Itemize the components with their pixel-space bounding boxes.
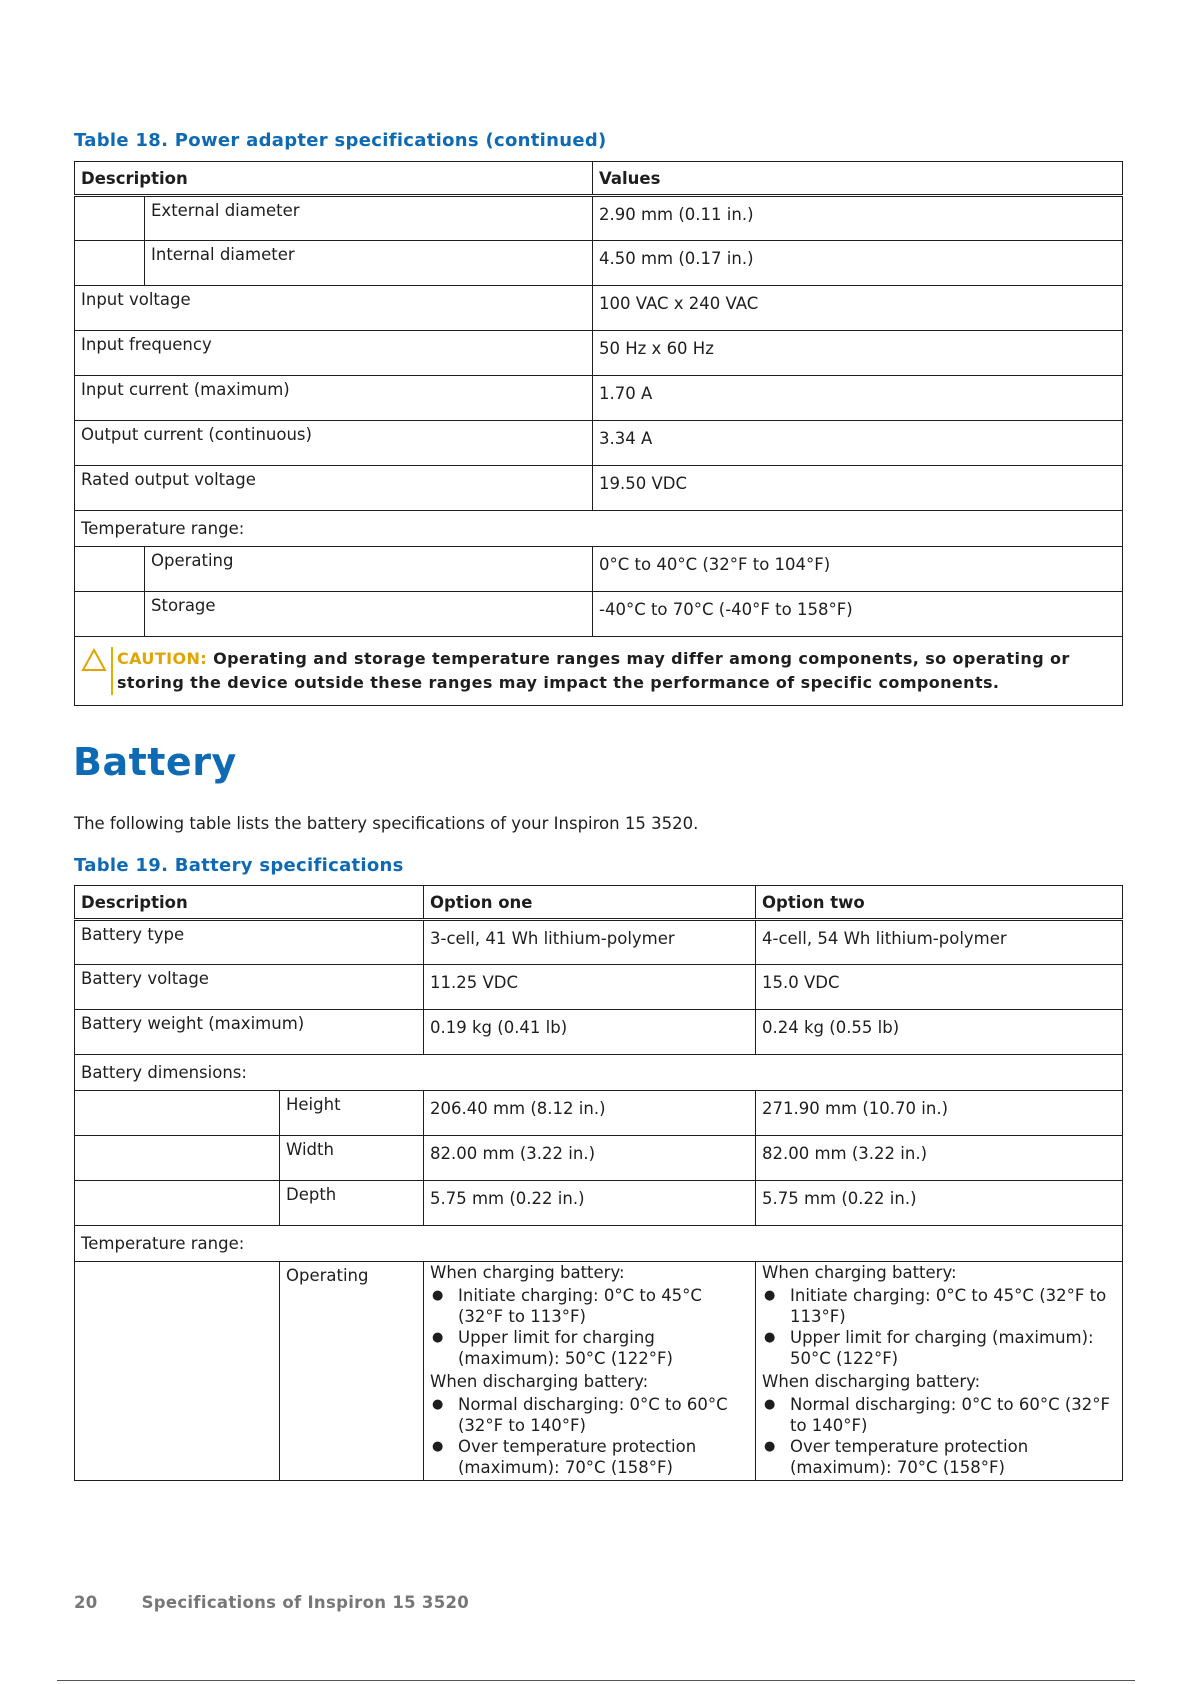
list-item: ● Initiate charging: 0°C to 45°C (32°F to 113°F) <box>430 1285 749 1327</box>
table-row <box>75 1262 1123 1481</box>
charging-list <box>762 1285 1116 1369</box>
header-option-two: Option two <box>756 886 1123 920</box>
table-row <box>75 1226 1123 1262</box>
row-label: Width <box>286 1140 334 1159</box>
row-value: 4.50 mm (0.17 in.) <box>599 249 754 268</box>
charging-heading: When charging battery: <box>762 1263 957 1282</box>
discharging-heading: When discharging battery: <box>762 1372 981 1391</box>
row-label: Battery dimensions: <box>75 1055 1123 1091</box>
page-footer <box>74 1593 469 1612</box>
option-one-value: 11.25 VDC <box>430 973 518 992</box>
table-row <box>75 511 1123 547</box>
table-row <box>75 920 1123 965</box>
table-row <box>75 1181 1123 1226</box>
table-18-caption: Table 18. Power adapter specifications (continued) <box>74 130 607 151</box>
indent-cell <box>75 1136 280 1181</box>
row-value: 0°C to 40°C (32°F to 104°F) <box>599 555 831 574</box>
table-row <box>75 421 1123 466</box>
row-label: Input current (maximum) <box>81 380 290 399</box>
row-value: 3.34 A <box>599 429 653 448</box>
caution-label: CAUTION: <box>117 649 208 668</box>
list-item: ● Initiate charging: 0°C to 45°C (32°F to 113°F) <box>762 1285 1116 1327</box>
list-item: ● Normal discharging: 0°C to 60°C (32°F to 140°F) <box>430 1394 749 1436</box>
discharging-list <box>430 1394 749 1478</box>
option-two-value: 0.24 kg (0.55 lb) <box>762 1018 900 1037</box>
row-label: Battery voltage <box>81 969 209 988</box>
discharging-list <box>762 1394 1116 1478</box>
table-row <box>75 1136 1123 1181</box>
caution-row <box>75 637 1123 706</box>
row-label: Rated output voltage <box>81 470 256 489</box>
row-label: Temperature range: <box>75 511 1123 547</box>
row-label: Battery type <box>81 925 185 944</box>
table-row <box>75 1010 1123 1055</box>
list-item: ● Upper limit for charging (maximum): 50°C (122°F) <box>430 1327 749 1369</box>
table-row <box>75 592 1123 637</box>
caution-note <box>75 637 1123 706</box>
table-row <box>75 965 1123 1010</box>
row-label: Operating <box>151 551 234 570</box>
indent-cell <box>75 196 145 241</box>
table-row <box>75 466 1123 511</box>
option-one-value: 5.75 mm (0.22 in.) <box>430 1189 585 1208</box>
list-item: ● Over temperature protection (maximum): 70°C (158°F) <box>430 1436 749 1478</box>
list-item: ● Normal discharging: 0°C to 60°C (32°F to 140°F) <box>762 1394 1116 1436</box>
row-label: Input voltage <box>81 290 191 309</box>
row-label: Internal diameter <box>151 245 295 264</box>
list-item: ● Over temperature protection (maximum): 70°C (158°F) <box>762 1436 1116 1478</box>
table-row <box>75 286 1123 331</box>
table-header-row <box>75 886 1123 920</box>
row-label: Input frequency <box>81 335 212 354</box>
table-row <box>75 241 1123 286</box>
warning-triangle-icon <box>81 647 111 676</box>
option-two-value: 271.90 mm (10.70 in.) <box>762 1099 949 1118</box>
option-one-value: 0.19 kg (0.41 lb) <box>430 1018 568 1037</box>
option-two-value: 5.75 mm (0.22 in.) <box>762 1189 917 1208</box>
table-19-caption: Table 19. Battery specifications <box>74 855 404 876</box>
battery-table <box>74 885 1123 1481</box>
row-value: 50 Hz x 60 Hz <box>599 339 714 358</box>
table-row <box>75 196 1123 241</box>
section-heading-battery: Battery <box>73 740 237 784</box>
option-one-value: 3-cell, 41 Wh lithium-polymer <box>430 929 675 948</box>
header-values: Values <box>593 162 1123 196</box>
option-two-operating <box>756 1262 1123 1481</box>
row-label: Height <box>286 1095 341 1114</box>
row-label: Battery weight (maximum) <box>81 1014 305 1033</box>
discharging-heading: When discharging battery: <box>430 1372 649 1391</box>
power-adapter-table <box>74 161 1123 706</box>
header-description: Description <box>75 162 593 196</box>
row-label: Output current (continuous) <box>81 425 312 444</box>
page-number: 20 <box>74 1593 98 1612</box>
option-one-value: 82.00 mm (3.22 in.) <box>430 1144 596 1163</box>
table-header-row <box>75 162 1123 196</box>
header-description: Description <box>75 886 424 920</box>
table-row <box>75 1055 1123 1091</box>
row-label: Storage <box>151 596 216 615</box>
charging-heading: When charging battery: <box>430 1263 625 1282</box>
charging-list <box>430 1285 749 1369</box>
footer-title: Specifications of Inspiron 15 3520 <box>141 1593 470 1612</box>
option-one-operating <box>424 1262 756 1481</box>
row-value: -40°C to 70°C (-40°F to 158°F) <box>599 600 853 619</box>
option-two-value: 82.00 mm (3.22 in.) <box>762 1144 928 1163</box>
indent-cell <box>75 241 145 286</box>
row-value: 100 VAC x 240 VAC <box>599 294 759 313</box>
option-two-value: 15.0 VDC <box>762 973 840 992</box>
table-row <box>75 331 1123 376</box>
caution-text: Operating and storage temperature ranges may differ among components, so operating or storing the device outside these ranges may impact the performance of specific components. <box>117 649 1070 692</box>
indent-cell <box>75 1262 280 1481</box>
list-item: ● Upper limit for charging (maximum): 50°C (122°F) <box>762 1327 1116 1369</box>
battery-intro-text: The following table lists the battery specifications of your Inspiron 15 3520. <box>74 814 699 833</box>
row-label: External diameter <box>151 201 300 220</box>
footer-divider <box>57 1680 1135 1681</box>
table-row <box>75 376 1123 421</box>
option-two-value: 4-cell, 54 Wh lithium-polymer <box>762 929 1007 948</box>
indent-cell <box>75 547 145 592</box>
option-one-value: 206.40 mm (8.12 in.) <box>430 1099 606 1118</box>
row-label: Temperature range: <box>75 1226 1123 1262</box>
indent-cell <box>75 592 145 637</box>
table-row <box>75 1091 1123 1136</box>
indent-cell <box>75 1181 280 1226</box>
header-option-one: Option one <box>424 886 756 920</box>
indent-cell <box>75 1091 280 1136</box>
row-value: 19.50 VDC <box>599 474 687 493</box>
row-value: 2.90 mm (0.11 in.) <box>599 205 754 224</box>
row-label: Depth <box>286 1185 337 1204</box>
row-label: Operating <box>286 1266 369 1285</box>
table-row <box>75 547 1123 592</box>
row-value: 1.70 A <box>599 384 653 403</box>
